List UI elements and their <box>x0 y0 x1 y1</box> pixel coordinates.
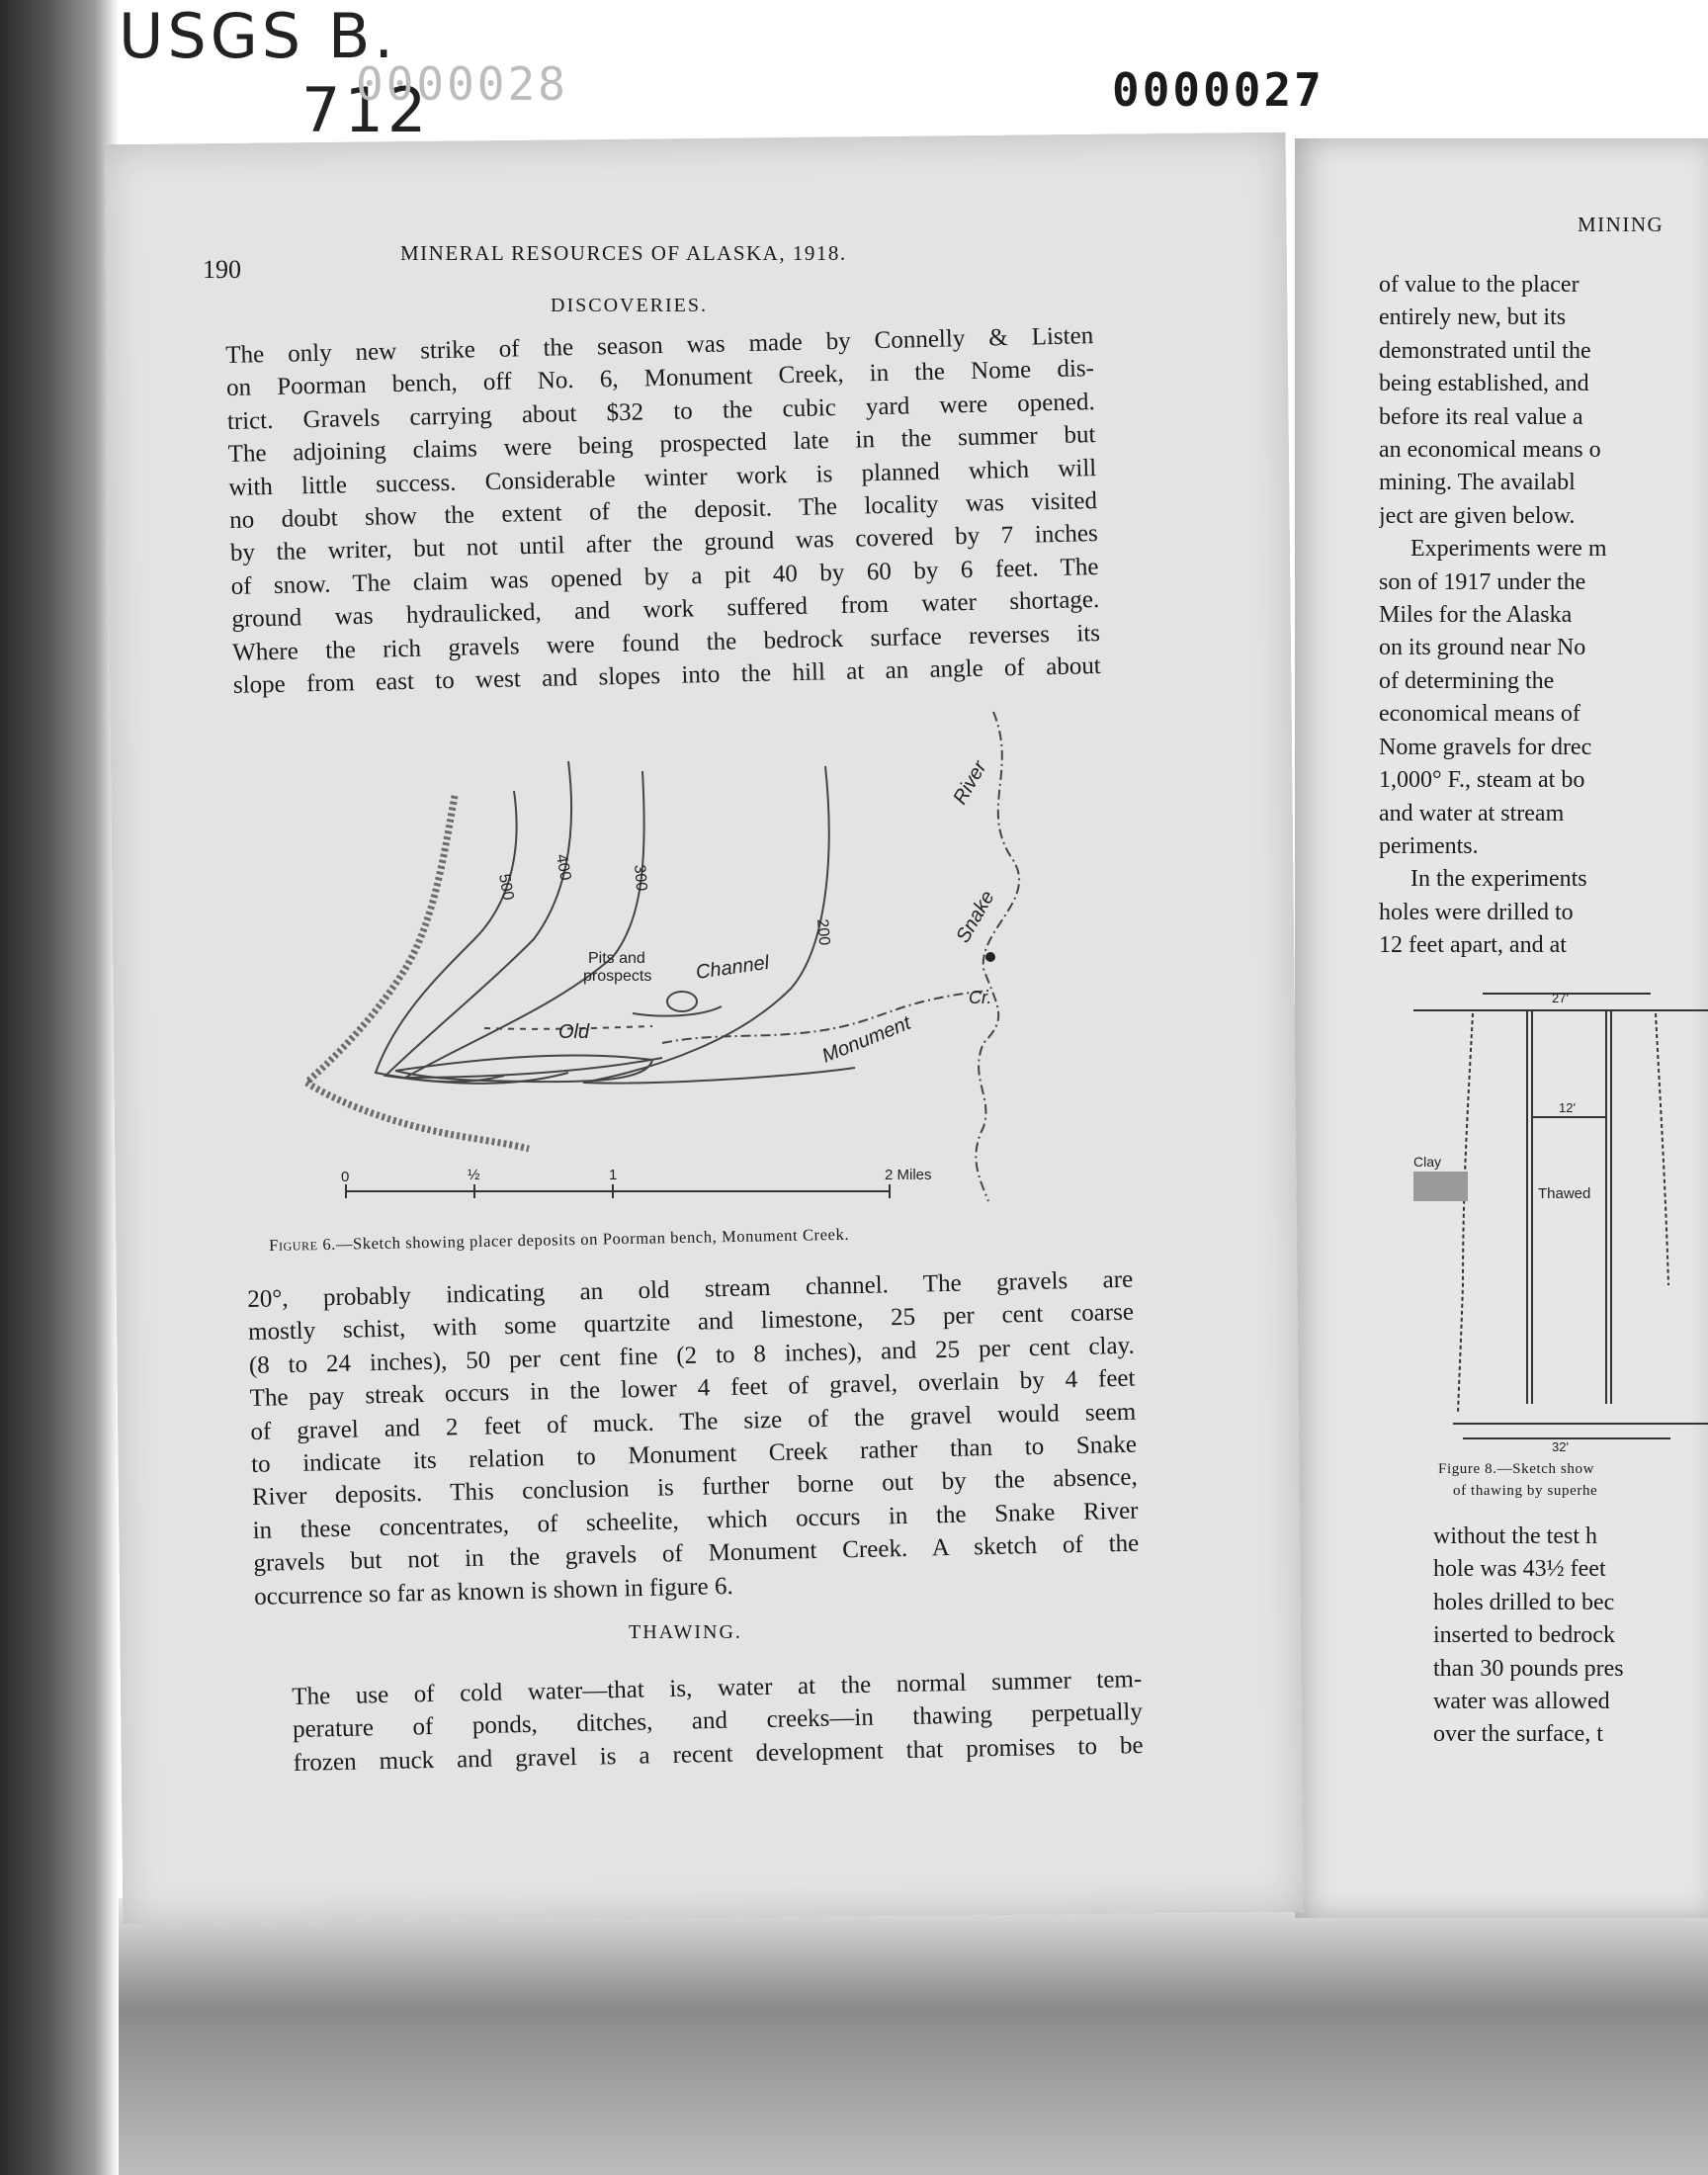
text-line: gravels but not in the gravels of Monument Creek. A sketch of the <box>253 1529 1140 1578</box>
label-monument: Monument <box>818 1011 914 1068</box>
hill-hachure-upper <box>306 796 455 1083</box>
snake-river-line <box>976 712 1019 1201</box>
label-400: 400 <box>553 852 574 882</box>
running-head: MINERAL RESOURCES OF ALASKA, 1918. <box>400 241 847 265</box>
paragraph-thawing <box>292 1663 1144 1780</box>
label-channel: Channel <box>694 951 771 984</box>
text-line: on its ground near No <box>1379 635 1586 661</box>
label-river: River <box>949 757 991 809</box>
text-line: holes were drilled to <box>1379 899 1574 925</box>
thawed-label: Thawed <box>1538 1185 1591 1202</box>
right-column-top-text <box>1379 269 1708 963</box>
label-500: 500 <box>495 872 517 902</box>
text-line: on Poorman bench, off No. 6, Monument Creek, in the Nome dis- <box>225 355 1095 402</box>
label-old: Old <box>558 1021 590 1043</box>
paragraph-gravels <box>247 1263 1140 1613</box>
text-line: without the test h <box>1433 1523 1597 1549</box>
text-line: periments. <box>1379 832 1479 859</box>
text-line: of gravel and 2 feet of muck. The size of the gravel would seem <box>250 1398 1137 1445</box>
text-line: The use of cold water—that is, water at the normal summer tem- <box>292 1665 1143 1710</box>
text-line: slope from east to west and slopes into the hill at an angle of about <box>232 652 1102 699</box>
text-line: The adjoining claims were being prospected late in the summer but <box>227 421 1096 469</box>
contour-300-line <box>405 771 662 1078</box>
text-line: inserted to bedrock <box>1433 1622 1615 1649</box>
text-line: The only new strike of the season was made by Connelly & Listen <box>225 322 1094 369</box>
paragraph-discoveries <box>225 319 1101 702</box>
handwritten-bulletin-number: 712 <box>301 74 431 146</box>
text-line: (8 to 24 inches), 50 per cent fine (2 to 8 inches), and 25 per cent clay. <box>248 1332 1135 1379</box>
right-running-head: MINING <box>1578 213 1665 236</box>
text-line: being established, and <box>1379 371 1589 397</box>
text-line: of value to the placer <box>1379 272 1580 298</box>
text-line: Miles for the Alaska <box>1379 602 1573 629</box>
text-line: in these concentrates, of scheelite, which occurs in the Snake River <box>252 1497 1139 1544</box>
figure-8-thawing-sketch <box>1413 989 1708 1453</box>
text-line: ground was hydraulicked, and work suffered from water shortage. <box>231 586 1100 634</box>
text-line: 12 feet apart, and at <box>1379 932 1567 959</box>
text-line: In the experiments <box>1410 866 1587 893</box>
handwritten-usgs-label: USGS B. <box>119 0 398 72</box>
figure-6-placer-map <box>287 692 1077 1216</box>
figure-6-caption-label: Figure 6. <box>269 1234 337 1255</box>
text-line: perature of ponds, ditches, and creeks—in thawing perpetually <box>292 1698 1144 1744</box>
text-line: holes drilled to bec <box>1433 1589 1615 1615</box>
right-column-bottom-text <box>1433 1521 1708 1752</box>
text-line: River deposits. This conclusion is further borne out by the absence, <box>251 1464 1138 1512</box>
text-line: entirely new, but its <box>1379 304 1567 331</box>
dim-label-top: 27' <box>1552 991 1569 1005</box>
clay-band <box>1413 1172 1468 1201</box>
scan-bottom-shadow <box>119 1898 1708 2175</box>
figure-8-caption-line1: Figure 8.—Sketch show <box>1438 1461 1595 1477</box>
label-pits-line1: Pits and <box>588 950 645 967</box>
faint-bates-stamp: 0000028 <box>356 57 568 111</box>
page-number: 190 <box>203 255 241 284</box>
label-pits-line2: prospects <box>583 968 652 985</box>
text-line: by the writer, but not until after the ground was covered by 7 inches <box>229 520 1099 567</box>
inner-loop-line <box>395 1056 652 1083</box>
section-heading-discoveries: DISCOVERIES. <box>551 295 709 316</box>
text-line: mostly schist, with some quartzite and limestone, 25 per cent coarse <box>247 1299 1135 1347</box>
text-line: than 30 pounds pres <box>1433 1655 1624 1682</box>
hill-hachure-lower <box>306 1083 529 1149</box>
text-line: water was allowed <box>1433 1689 1610 1715</box>
map-dot <box>985 952 995 962</box>
text-line: of snow. The claim was opened by a pit 40 by 60 by 6 feet. The <box>230 553 1099 600</box>
scale-label-half: ½ <box>468 1167 480 1183</box>
thaw-boundary-right <box>1656 1013 1668 1285</box>
label-cr: Cr. <box>969 988 992 1007</box>
dim-label-mid: 12' <box>1559 1100 1576 1115</box>
monument-creek-line <box>662 991 988 1043</box>
label-200: 200 <box>813 917 833 946</box>
clay-label: Clay <box>1413 1154 1442 1170</box>
text-line: economical means of <box>1379 701 1580 728</box>
text-line: to indicate its relation to Monument Creek rather than to Snake <box>250 1431 1138 1478</box>
text-line: 1,000° F., steam at bo <box>1379 767 1585 794</box>
text-line: 20°, probably indicating an old stream channel. The gravels are <box>247 1265 1134 1313</box>
scale-label-zero: 0 <box>341 1169 350 1185</box>
text-line: an economical means o <box>1379 437 1601 464</box>
label-300: 300 <box>631 863 650 892</box>
text-line: son of 1917 under the <box>1379 568 1586 595</box>
contour-500-line <box>376 791 517 1082</box>
text-line: frozen muck and gravel is a recent development that promises to be <box>293 1731 1144 1777</box>
scale-bar <box>346 1184 890 1198</box>
text-line: Where the rich gravels were found the bedrock surface reverses its <box>231 619 1101 666</box>
scan-dark-edge <box>0 0 119 2175</box>
prospect-pit-ring <box>667 992 697 1011</box>
text-line: trict. Gravels carrying about $32 to the cubic yard were opened. <box>226 388 1095 435</box>
text-line: Nome gravels for drec <box>1379 734 1592 760</box>
text-line: The pay streak occurs in the lower 4 feet of gravel, overlain by 4 feet <box>249 1364 1136 1413</box>
text-line: over the surface, t <box>1433 1721 1603 1748</box>
section-heading-thawing: THAWING. <box>629 1621 742 1643</box>
text-line: ject are given below. <box>1379 502 1576 529</box>
text-line: demonstrated until the <box>1379 337 1591 364</box>
text-line: occurrence so far as known is shown in figure 6. <box>253 1572 733 1610</box>
text-line: hole was 43½ feet <box>1433 1556 1606 1583</box>
text-line: and water at stream <box>1379 800 1565 826</box>
text-line: before its real value a <box>1379 403 1583 430</box>
bates-stamp-number: 0000027 <box>1112 63 1324 117</box>
figure-8-caption-line2: of thawing by superhe <box>1453 1483 1598 1499</box>
dim-label-bottom: 32' <box>1552 1439 1569 1453</box>
text-line: Experiments were m <box>1410 536 1607 563</box>
thaw-boundary-left <box>1458 1013 1473 1414</box>
text-line: no doubt show the extent of the deposit. The locality was visited <box>228 487 1098 534</box>
scale-label-two-miles: 2 Miles <box>885 1167 932 1183</box>
text-line: of determining the <box>1379 667 1555 694</box>
scale-label-one: 1 <box>609 1167 618 1183</box>
figure-6-caption-text: —Sketch showing placer deposits on Poorman bench, Monument Creek. <box>335 1224 850 1254</box>
label-snake: Snake <box>952 887 999 947</box>
text-line: mining. The availabl <box>1379 470 1576 496</box>
text-line: with little success. Considerable winter work is planned which will <box>228 454 1097 501</box>
